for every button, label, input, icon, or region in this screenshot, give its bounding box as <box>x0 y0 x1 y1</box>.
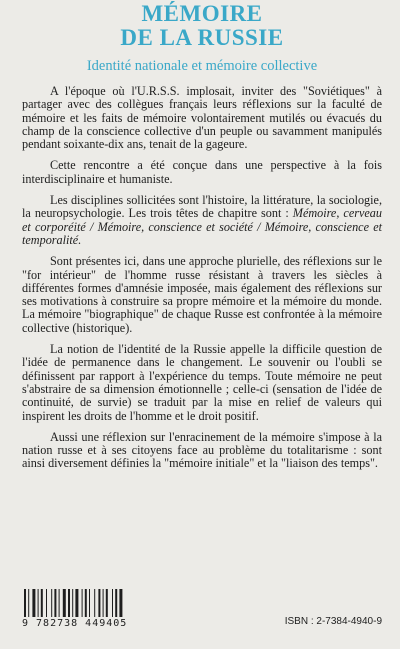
barcode-bars <box>22 589 152 617</box>
paragraph-5: La notion de l'identité de la Russie appelle la difficile question de l'idée de permanence dans le changement. Le souvenir ou l'oubli se définissent par rapport à l'expérience du temps. Toute mémoire ne peut s'abstraire de sa dimension émotionnelle ; celle-ci (sensation de l'idée de continuité, de survie) se traduit par la mise en relief de valeurs qui inspirent les droits de l'homme et le droit positif. <box>22 342 382 423</box>
paragraph-3 <box>22 194 382 247</box>
paragraph-6: Aussi une réflexion sur l'enracinement de la mémoire s'impose à la nation russe et à ses citoyens face au problème du totalitarisme : sont ainsi diversement définies la "mémoire initiale" et la "liaison des temps". <box>22 429 382 471</box>
barcode <box>22 589 162 631</box>
blurb-text <box>22 85 382 471</box>
paragraph-4: Sont présentes ici, dans une approche plurielle, des réflexions sur le "for intérieur" de l'homme russe résistant à travers les siècles à différentes formes d'amnésie imposée, mais également des réflexions sur ses motivations à construire sa propre mémoire et la mémoire du monde. La mémoire "biographique" de chaque Russe est confrontée à la mémoire collective (historique). <box>22 254 382 335</box>
barcode-number: 9 782738 449405 <box>22 618 128 629</box>
title-line-2: DE LA RUSSIE <box>120 25 284 50</box>
isbn-label: ISBN : 2-7384-4940-9 <box>284 616 382 627</box>
paragraph-2: Cette rencontre a été conçue dans une perspective à la fois interdisciplinaire et humaniste. <box>22 158 382 186</box>
book-title <box>22 0 382 50</box>
paragraph-3-lead: Les disciplines sollicitées sont l'histoire, la littérature, la sociologie, la neuropsychologie. Les trois têtes de chapitre sont : <box>22 193 382 221</box>
chapter-titles: Mémoire, cerveau et corporéité / Mémoire, conscience et société / Mémoire, conscience et temporalité. <box>22 206 382 247</box>
paragraph-1: A l'époque où l'U.R.S.S. implosait, inviter des "Soviétiques" à partager avec des collègues français leurs réflexions sur la faculté de mémoire et les faits de mémoire volontairement mutilés ou évacués du champ de la conscience collective d'un peuple ou savamment manipulés pendant soixante-dix ans, tenait de la gageure. <box>22 84 382 152</box>
book-subtitle: Identité nationale et mémoire collective <box>86 58 318 74</box>
title-line-1: MÉMOIRE <box>141 1 263 26</box>
